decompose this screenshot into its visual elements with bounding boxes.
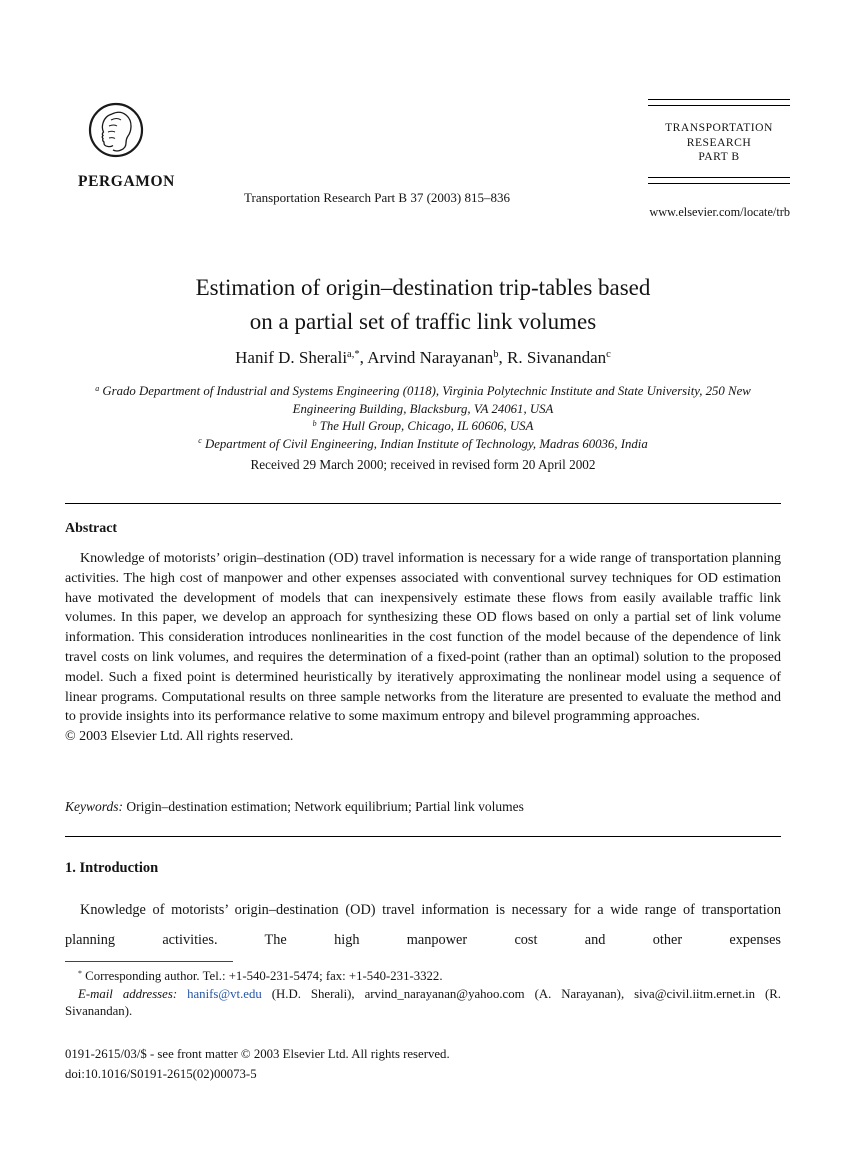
affiliation-marker: c [198,436,202,446]
journal-citation: Transportation Research Part B 37 (2003) 815–836 [244,190,510,205]
article-title-line-1: Estimation of origin–destination trip-tables based [195,275,651,300]
email-link[interactable]: hanifs@vt.edu [187,986,262,1001]
affiliation [65,436,781,454]
keywords-text: Origin–destination estimation; Network equilibrium; Partial link volumes [123,799,524,814]
abstract-section [65,549,781,747]
separator-rule-abstract-top [65,503,781,504]
author-name: Hanif D. Sherali [235,348,348,367]
affiliation-text: Grado Department of Industrial and Systems Engineering (0118), Virginia Polytechnic Institute and State University, 250 New Engineering Building, Blacksburg, VA 24061, USA [102,384,751,416]
corresponding-author-note [65,968,781,986]
keywords-line [65,799,781,815]
journal-title-box [648,99,790,184]
pergamon-logo-icon [88,100,144,168]
footnote-rule [65,961,233,962]
keywords-label: Keywords: [65,799,123,814]
email-addresses-note [65,986,781,1021]
journal-name-line-3: PART B [698,150,740,163]
article-title-line-2: on a partial set of traffic link volumes [249,308,597,334]
double-rule-top [648,99,790,106]
abstract-copyright: © 2003 Elsevier Ltd. All rights reserved. [65,729,294,745]
affiliation-text: Department of Civil Engineering, Indian Institute of Technology, Madras 60036, India [204,436,648,451]
section-1-heading: 1. Introduction [65,860,159,876]
journal-name-line-2: RESEARCH [686,135,752,149]
author-list [65,348,781,368]
author-affiliation-marker: c [606,349,611,361]
affiliation-marker: b [312,418,317,428]
journal-name-line-1: TRANSPORTATION [665,121,773,134]
abstract-heading: Abstract [65,521,118,536]
affiliation-marker: a [95,383,100,393]
affiliation [65,418,781,436]
section-1-paragraph: Knowledge of motorists’ origin–destination (OD) travel information is necessary for a wide range of transportation planning activities. The high manpower cost and other expenses [65,902,781,948]
footnote-asterisk: * [78,968,82,978]
corresponding-author-text: Corresponding author. Tel.: +1-540-231-5474; fax: +1-540-231-3322. [85,969,443,983]
doi-line: doi:10.1016/S0191-2615(02)00073-5 [65,1067,257,1081]
author [507,348,611,367]
affiliation [65,383,781,418]
email-addresses-label: E-mail addresses: [78,986,178,1001]
author-name: R. Sivanandan [506,348,607,367]
author-separator: , [498,348,507,367]
abstract-text: Knowledge of motorists’ origin–destination (OD) travel information is necessary for a wide range of transportation planning activities. The high cost of manpower and other expenses associated with conventional survey techniques for OD estimation have motivated the development of models that can inexpensively estimate these flows from easily available traffic link volumes. In this paper, we develop an approach for synthesizing these OD flows based on only a partial set of link volume information. This consideration introduces nonlinearities in the cost function of the model because of the dependence of link travel costs on link volumes, and requires the determination of a fixed-point (rather than an optimal) solution to the proposed model. Such a fixed point is determined heuristically by iteratively approximating the nonlinear model using a sequence of linear programs. Computational results on three sample networks from the literature are presented to evaluate the method and to provide insights into its performance relative to some maximum entropy and bilevel programming approaches. [65,551,781,725]
author [367,348,507,367]
author [235,348,367,367]
publisher-name: PERGAMON [78,173,175,190]
received-dates: Received 29 March 2000; received in revised form 20 April 2002 [250,457,596,472]
affiliation-list [65,383,781,453]
double-rule-bottom [648,177,790,184]
journal-website-url: www.elsevier.com/locate/trb [649,205,790,219]
journal-name [648,121,790,165]
publisher-logo-block [78,100,208,191]
author-affiliation-marker: a,* [347,349,360,361]
copyright-footer [65,1044,781,1084]
author-name: Arvind Narayanan [367,348,494,367]
author-separator: , [359,348,368,367]
issn-line: 0191-2615/03/$ - see front matter © 2003 Elsevier Ltd. All rights reserved. [65,1047,450,1061]
author-affiliation-marker: b [493,349,499,361]
email-addresses-rest: (H.D. Sherali), arvind_narayanan@yahoo.com (A. Narayanan), siva@civil.iitm.ernet.in (R. Sivanandan). [65,986,782,1019]
affiliation-text: The Hull Group, Chicago, IL 60606, USA [319,419,534,434]
separator-rule-keywords-bottom [65,836,781,837]
article-title [65,271,781,338]
footnotes [65,961,781,1021]
